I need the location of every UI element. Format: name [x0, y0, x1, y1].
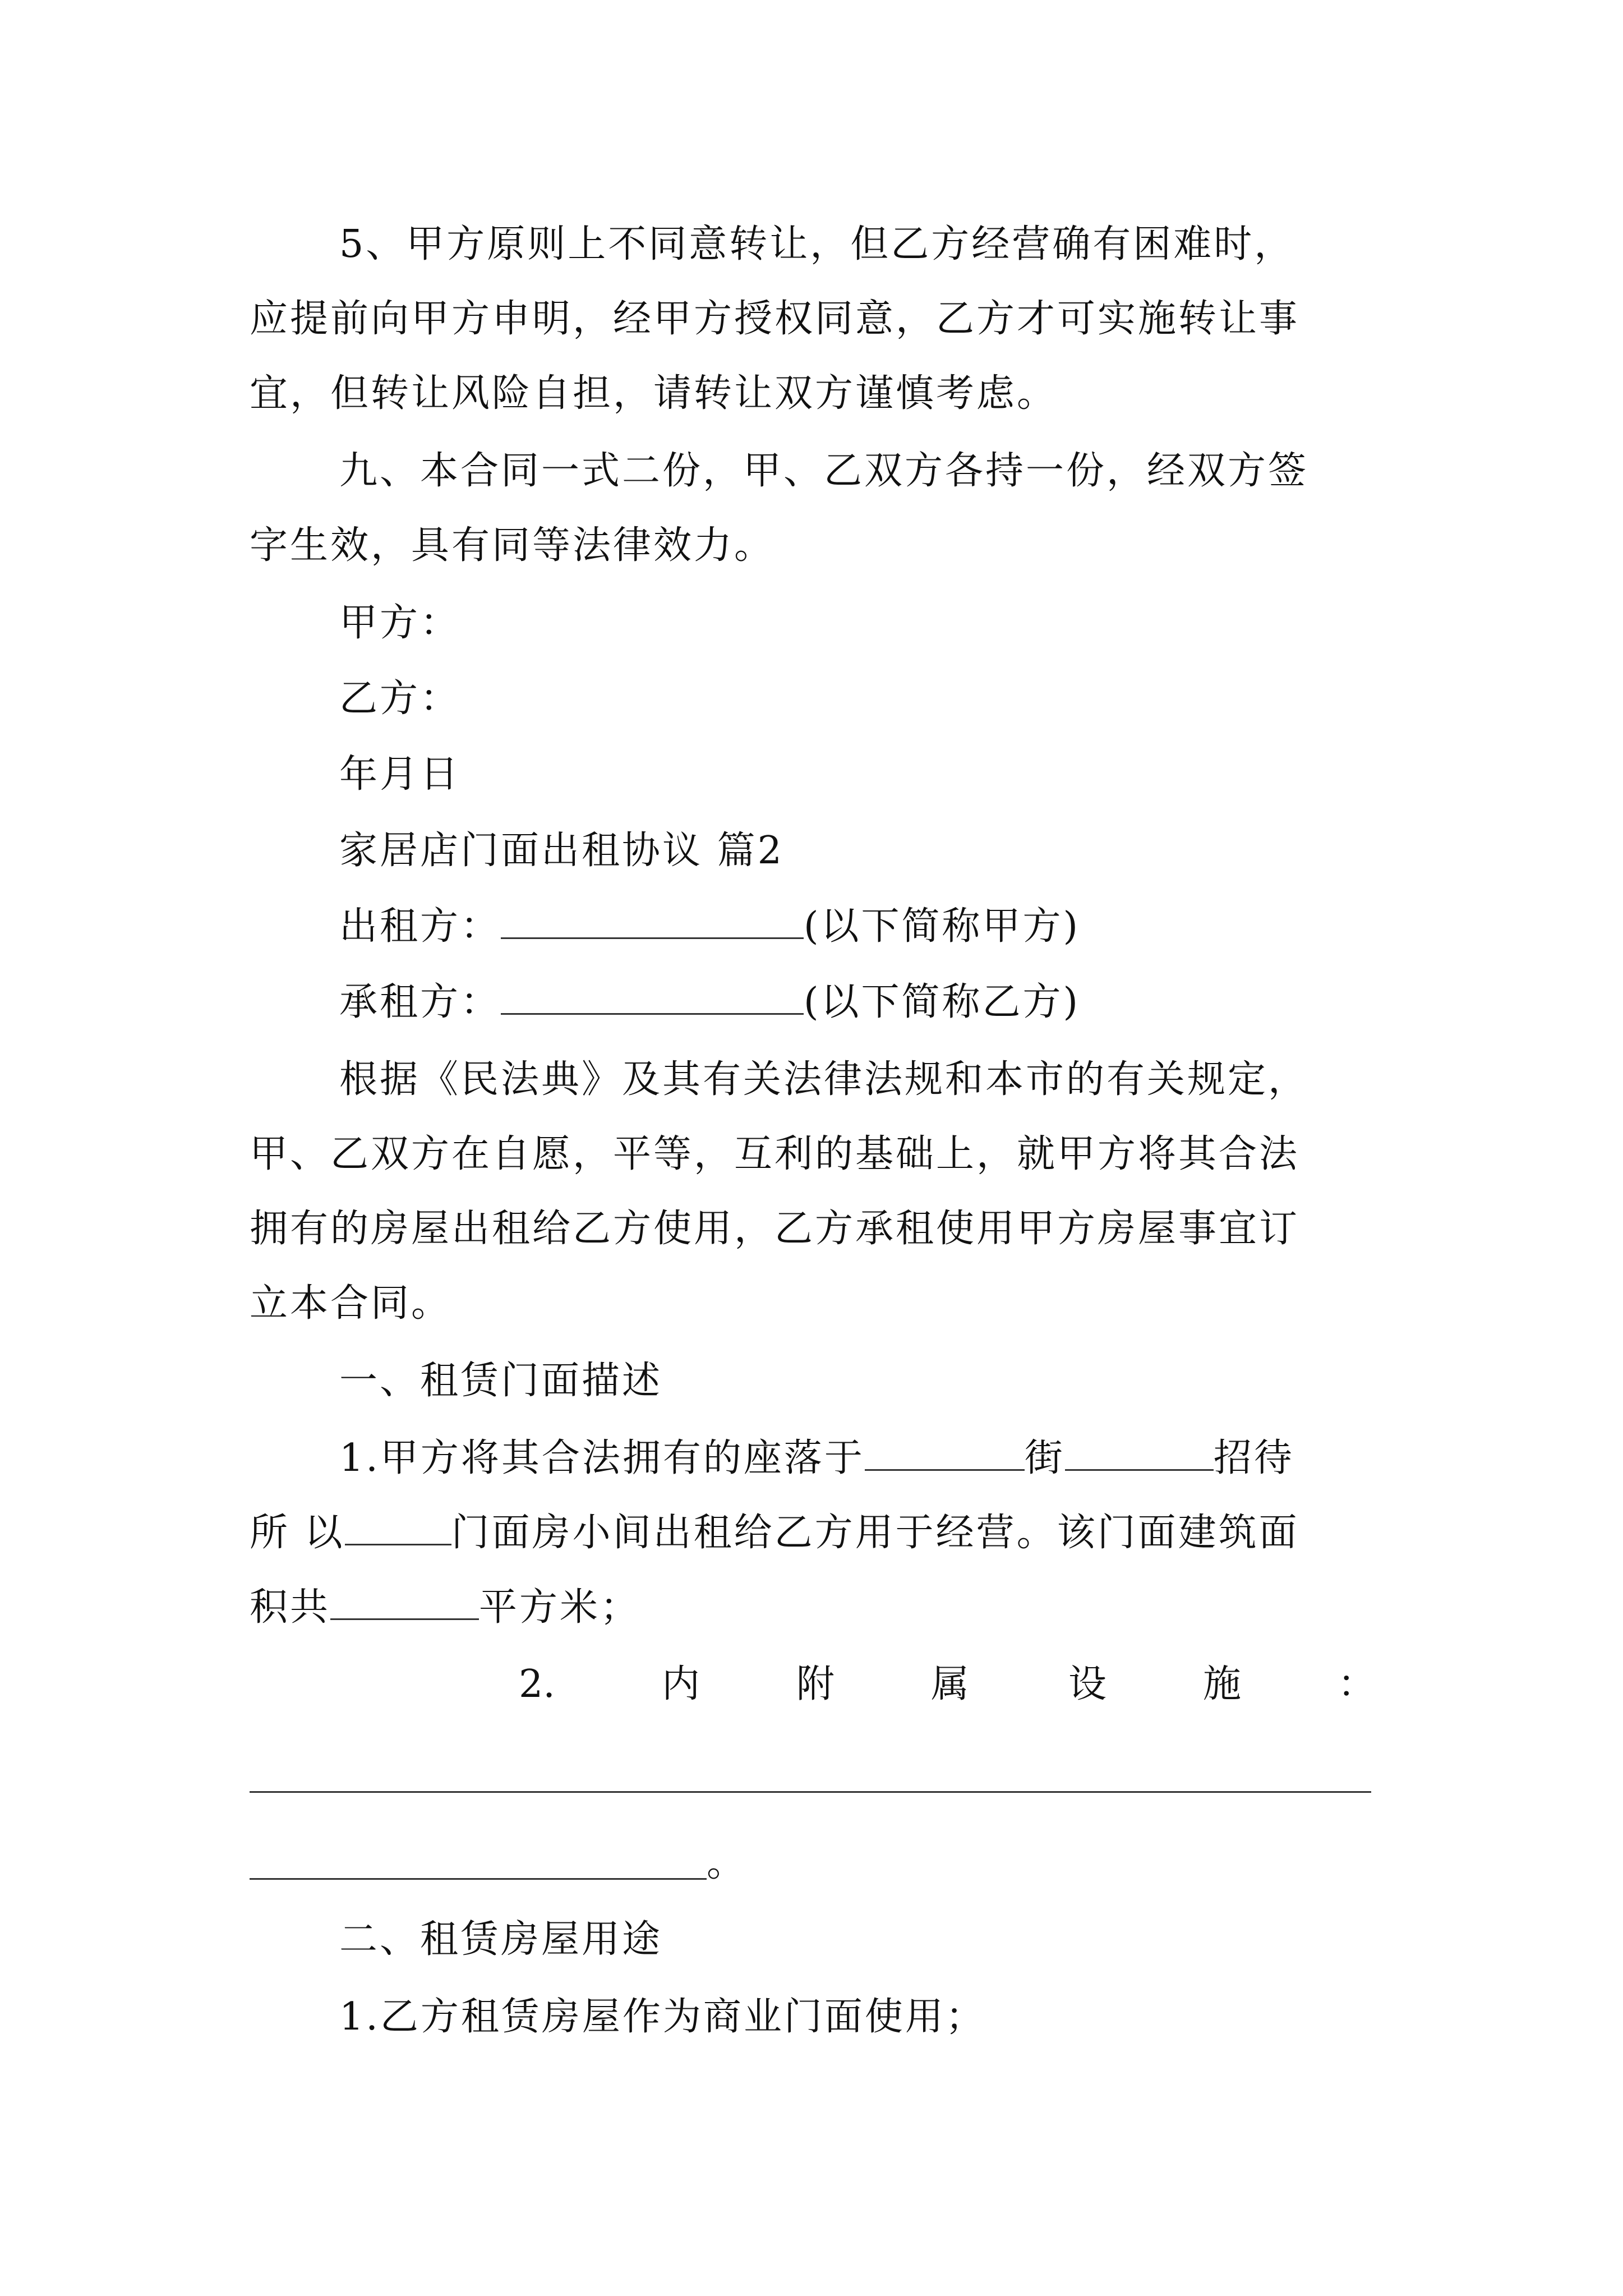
item1-text-c: 招待 — [1213, 1436, 1294, 1480]
lessor-blank — [501, 905, 804, 939]
facilities-blank-line2 — [250, 1878, 707, 1880]
item1-text-f: 积共 — [250, 1585, 331, 1630]
date-line: 年月日 — [339, 752, 461, 797]
item3-line: 1.乙方租赁房屋作为商业门面使用； — [339, 1995, 986, 2039]
party-a-label: 甲方： — [339, 601, 461, 645]
item2-number: 2. — [519, 1662, 555, 1706]
item1-line3 — [250, 1585, 1394, 1630]
item1-text-b: 街 — [1024, 1436, 1065, 1480]
item1-text-e: 门面房小间出租给乙方用于经营。该门面建筑面 — [451, 1511, 1299, 1555]
lessee-suffix: (以下简称乙方) — [804, 980, 1081, 1024]
paragraph-line: 字生效，具有同等法律效力。 — [250, 523, 775, 568]
paragraph-line: 九、本合同一式二份，甲、乙双方各持一份，经双方签 — [339, 449, 1309, 493]
lessor-suffix: (以下简称甲方) — [804, 904, 1081, 949]
paragraph-line: 5、甲方原则上不同意转让，但乙方经营确有困难时， — [339, 222, 1295, 266]
party-b-label: 乙方： — [339, 677, 461, 721]
item2-char: 内 — [662, 1662, 700, 1706]
paragraph-line: 甲、乙双方在自愿，平等，互利的基础上，就甲方将其合法 — [250, 1132, 1300, 1176]
paragraph-line: 根据《民法典》及其有关法律法规和本市的有关规定， — [339, 1057, 1309, 1102]
item2-char: 施 — [1203, 1662, 1242, 1706]
item1-line1 — [339, 1436, 1483, 1481]
paragraph-line: 立本合同。 — [250, 1281, 452, 1326]
lessee-line — [339, 980, 1483, 1025]
heading-rental-description: 一、租赁门面描述 — [339, 1359, 663, 1403]
item1-line2 — [250, 1511, 1394, 1556]
item2-char: 属 — [931, 1662, 970, 1706]
paragraph-line: 宜，但转让风险自担，请转让双方谨慎考虑。 — [250, 371, 1058, 416]
lessor-label: 出租方： — [339, 904, 501, 949]
item2-end-mark: 。 — [707, 1841, 748, 1885]
item1-text-d: 所 以 — [250, 1511, 345, 1555]
lessee-label: 承租方： — [339, 980, 501, 1024]
room-blank — [345, 1511, 451, 1545]
section-title: 家居店门面出租协议 篇2 — [339, 829, 784, 873]
item1-text-a: 1.甲方将其合法拥有的座落于 — [339, 1436, 865, 1480]
paragraph-line: 拥有的房屋出租给乙方使用，乙方承租使用甲方房屋事宜订 — [250, 1207, 1300, 1251]
item2-char: 附 — [796, 1662, 835, 1706]
street-blank — [865, 1437, 1025, 1471]
item2-char: 设 — [1068, 1662, 1107, 1706]
lessee-blank — [501, 981, 804, 1015]
heading-rental-purpose: 二、租赁房屋用途 — [339, 1917, 663, 1962]
lessor-line — [339, 904, 1483, 949]
paragraph-line: 应提前向甲方申明，经甲方授权同意，乙方才可实施转让事 — [250, 297, 1300, 341]
area-blank — [330, 1586, 479, 1620]
location-blank — [1065, 1437, 1214, 1471]
facilities-blank-line1 — [250, 1791, 1371, 1793]
item1-text-g: 平方米； — [479, 1585, 641, 1630]
item2-colon: ： — [1338, 1662, 1376, 1706]
